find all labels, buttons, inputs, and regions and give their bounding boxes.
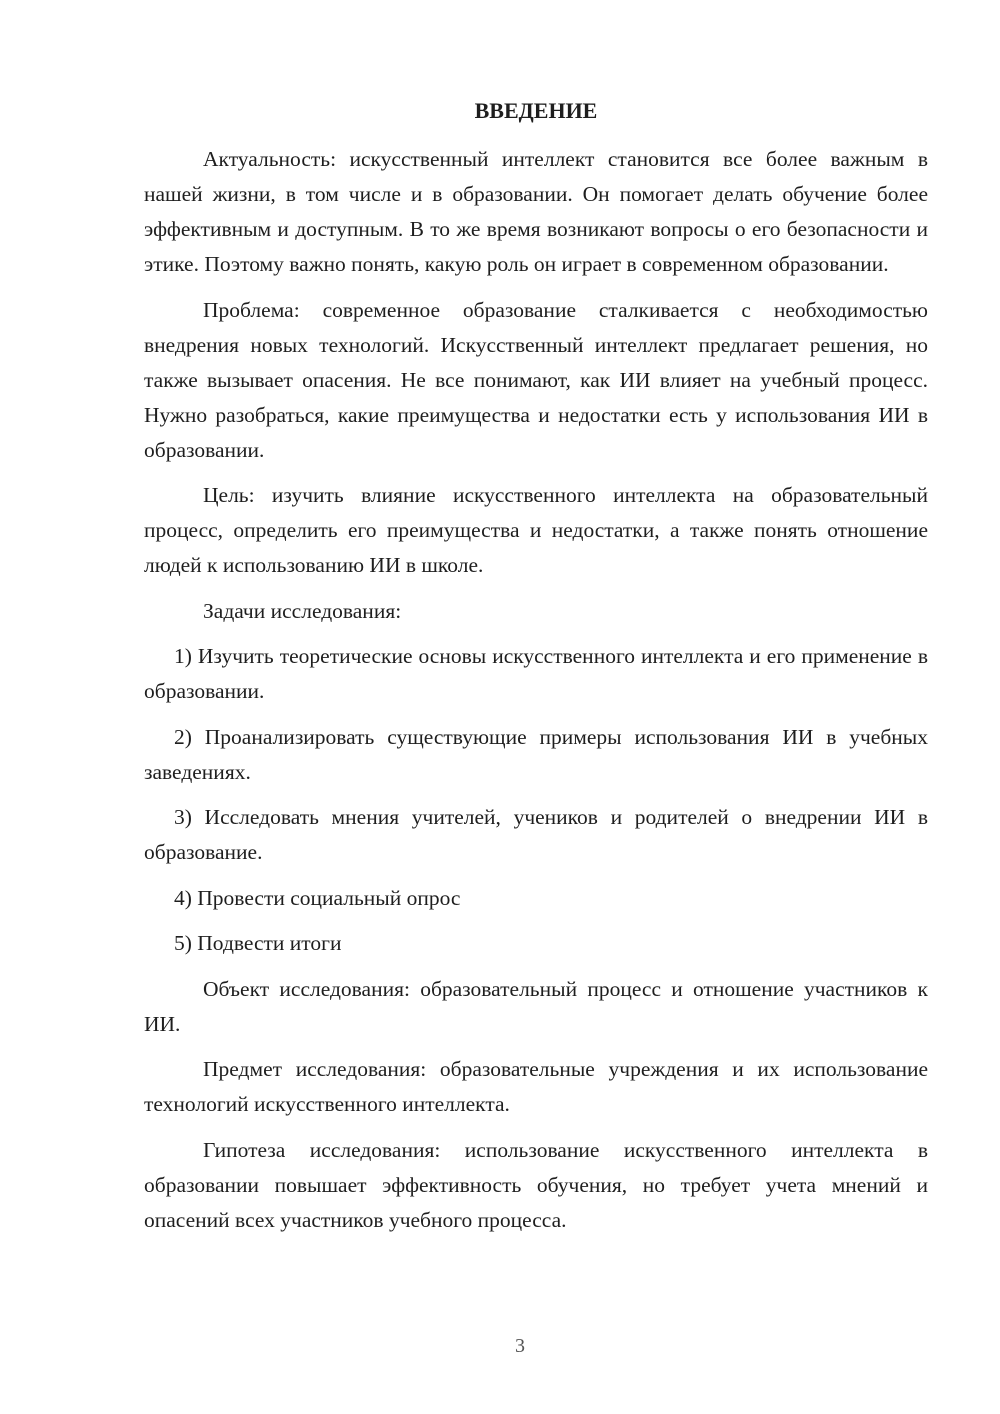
task-item-2: 2) Проанализировать существующие примеры использования ИИ в учебных заведениях. — [144, 724, 928, 784]
page-number: 3 — [515, 1335, 525, 1357]
paragraph-problem: Проблема: современное образование сталкивается с необходимостью внедрения новых технологий. Искусственный интеллект предлагает решения, но также вызывает опасения. Не все понимают, как ИИ влияет на учебный процесс. Нужно разобраться, какие преимущества и недостатки есть у использования ИИ в образовании. — [144, 297, 928, 462]
task-item-5: 5) Подвести итоги — [174, 931, 342, 955]
task-item-1: 1) Изучить теоретические основы искусственного интеллекта и его применение в образовании. — [144, 644, 928, 703]
paragraph-subject: Предмет исследования: образовательные учреждения и их использование технологий искусственного интеллекта. — [144, 1057, 928, 1116]
page-title: ВВЕДЕНИЕ — [474, 98, 598, 123]
paragraph-goal: Цель: изучить влияние искусственного интеллекта на образовательный процесс, определить его преимущества и недостатки, а также понять отношение людей к использованию ИИ в школе. — [144, 483, 928, 577]
paragraph-tasks-heading: Задачи исследования: — [203, 598, 402, 623]
task-item-3: 3) Исследовать мнения учителей, учеников и родителей о внедрении ИИ в образование. — [144, 805, 928, 864]
task-item-4: 4) Провести социальный опрос — [174, 885, 461, 910]
document-body — [144, 142, 928, 1248]
document-page — [144, 0, 928, 1414]
paragraph-hypothesis: Гипотеза исследования: использование искусственного интеллекта в образовании повышает эффективность обучения, но требует учета мнений и опасений всех участников учебного процесса. — [144, 1137, 928, 1232]
paragraph-relevance: Актуальность: искусственный интеллект становится все более важным в нашей жизни, в том числе и в образовании. Он помогает делать обучение более эффективным и доступным. В то же время возникают вопросы о его безопасности и этике. Поэтому важно понять, какую роль он играет в современном образовании. — [144, 147, 928, 276]
paragraph-object: Объект исследования: образовательный процесс и отношение участников к ИИ. — [144, 976, 928, 1036]
